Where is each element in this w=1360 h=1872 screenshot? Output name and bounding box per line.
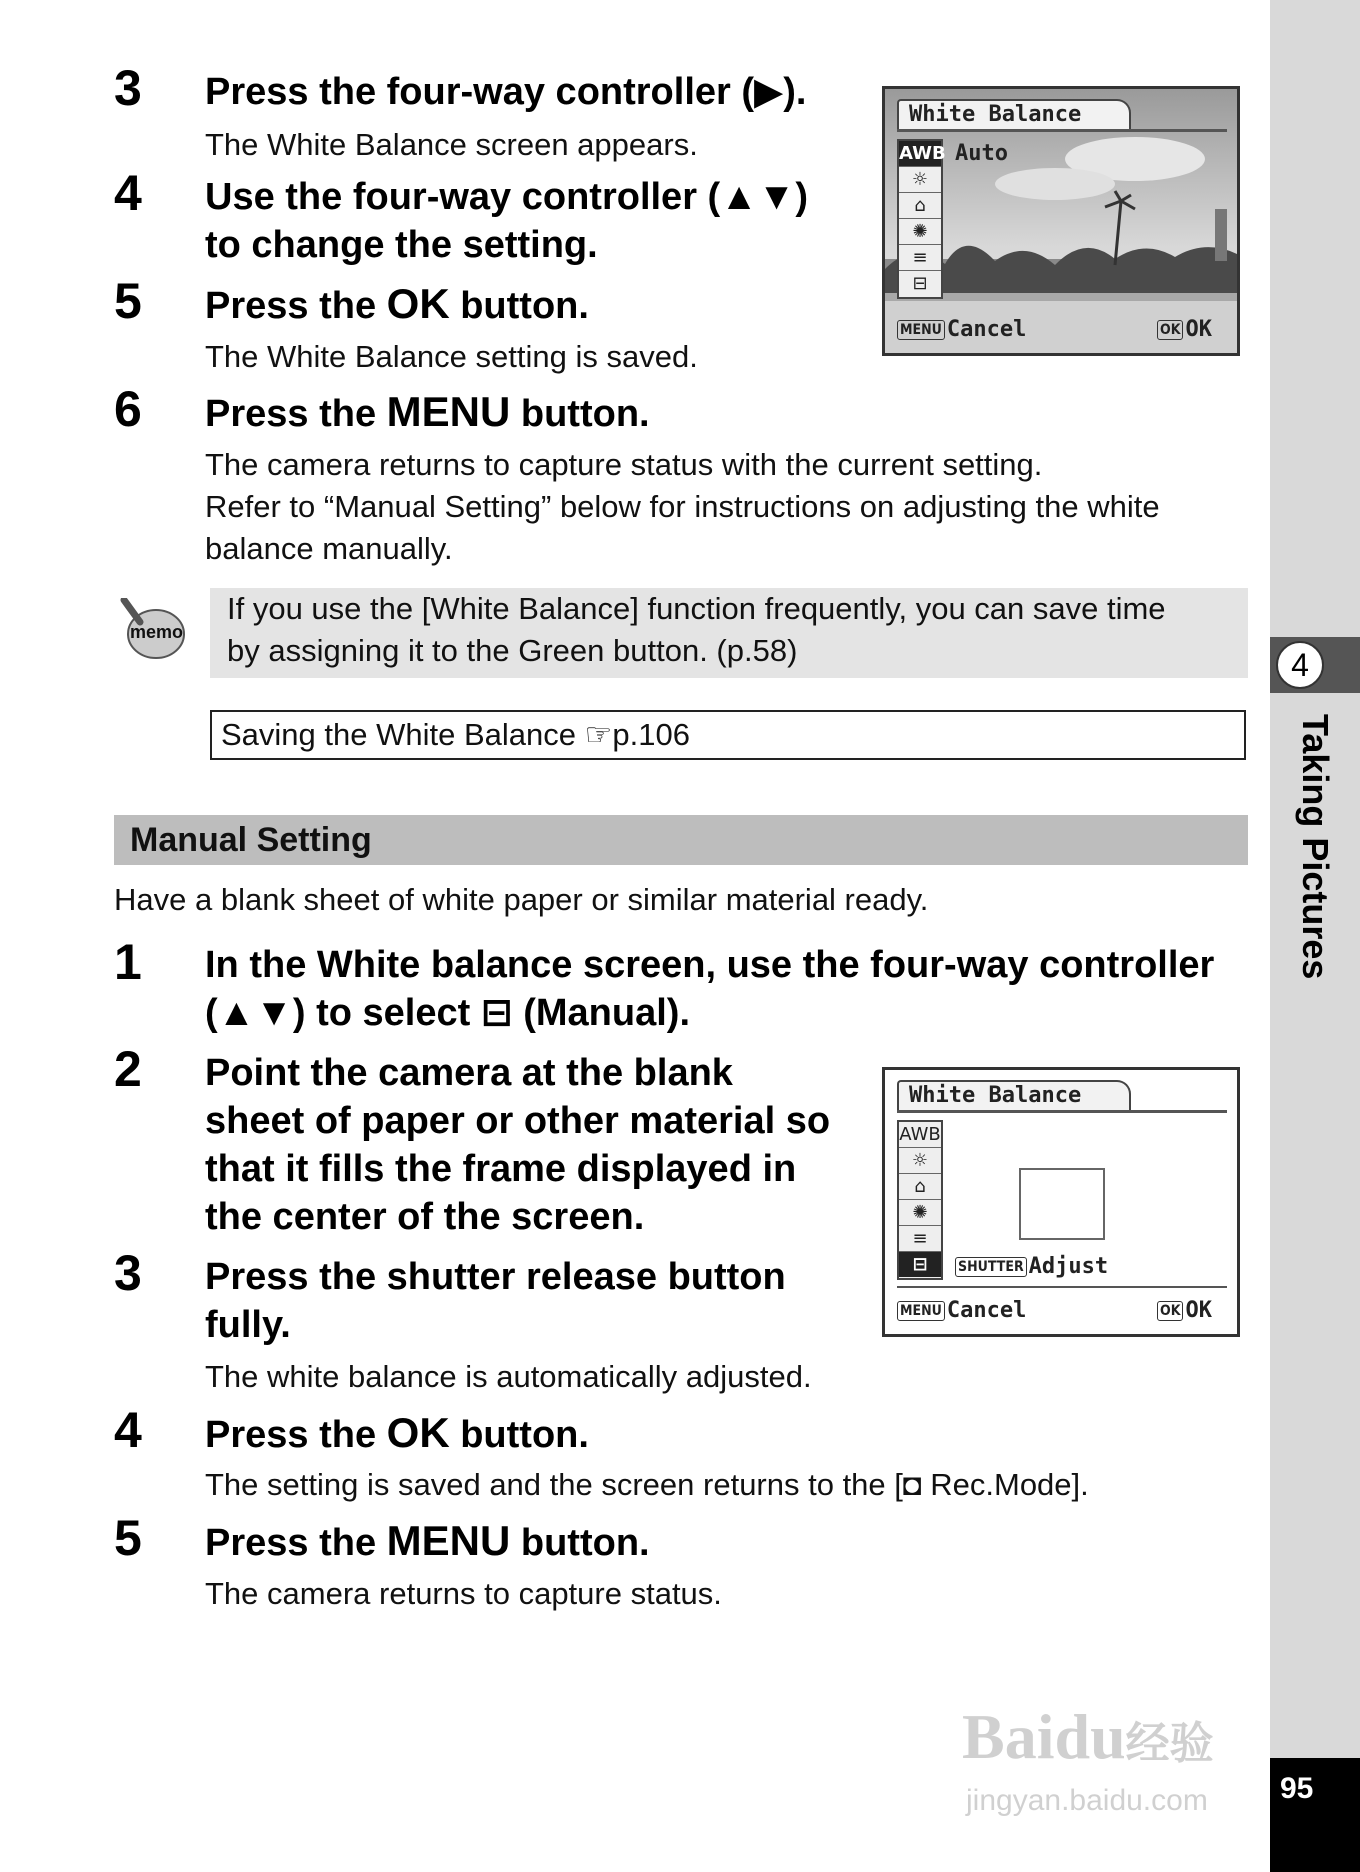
- shutter-key-icon: SHUTTER: [955, 1257, 1027, 1277]
- section-title: Manual Setting: [130, 821, 372, 859]
- step-title: Press the four-way controller (▶).: [205, 71, 807, 113]
- awb-icon: AWB: [899, 1122, 941, 1148]
- memo-icon: [116, 598, 186, 662]
- step-description: The camera returns to capture status.: [205, 1576, 722, 1611]
- ok-hint: OK OK: [1157, 1298, 1212, 1323]
- reference-page-link[interactable]: p.106: [612, 717, 690, 752]
- ok-key-label: OK: [386, 1409, 450, 1456]
- tungsten-icon: ✺: [899, 1200, 941, 1226]
- step-title: Press the OK button.: [205, 280, 589, 327]
- section-intro: Have a blank sheet of white paper or similar material ready.: [114, 882, 929, 917]
- daylight-icon: ☼: [899, 1148, 941, 1174]
- watermark-logo: Baidu经验: [962, 1701, 1214, 1772]
- memo-text: If you use the [White Balance] function frequently, you can save time: [227, 591, 1166, 626]
- step-number: 3: [114, 1245, 142, 1301]
- fluorescent-icon: ≡: [899, 1226, 941, 1252]
- shade-icon: ⌂: [899, 1174, 941, 1200]
- step-title-cont: (▲▼) to select ⊟ (Manual).: [205, 992, 690, 1034]
- memo-label: memo: [130, 622, 184, 642]
- step-description: The camera returns to capture status with the current setting.: [205, 447, 1043, 482]
- selected-mode-label: Auto: [955, 141, 1008, 166]
- wb-icon-column: [897, 1120, 943, 1280]
- step-description: The white balance is automatically adjusted.: [205, 1359, 812, 1394]
- step-title: Press the OK button.: [205, 1409, 589, 1456]
- step-number: 2: [114, 1041, 142, 1097]
- footer-divider: [897, 1286, 1227, 1288]
- fluorescent-icon: ≡: [899, 245, 941, 271]
- chapter-number: 4: [1276, 641, 1324, 689]
- step-title: Press the MENU button.: [205, 1517, 650, 1564]
- camera-screen-auto: [882, 86, 1240, 356]
- reference-text: Saving the White Balance ☞p.106: [221, 717, 690, 752]
- step-number: 5: [114, 1510, 142, 1566]
- awb-icon: AWB: [899, 141, 941, 167]
- step-number: 3: [114, 60, 142, 116]
- white-balance-tab: White Balance: [897, 1080, 1131, 1110]
- step-title: Point the camera at the blank: [205, 1052, 733, 1094]
- step-title: Press the MENU button.: [205, 388, 650, 435]
- white-balance-tab: White Balance: [897, 99, 1131, 129]
- camera-icon: ◘: [902, 1467, 922, 1502]
- step-title-cont: to change the setting.: [205, 224, 598, 266]
- step-description: The White Balance screen appears.: [205, 127, 698, 162]
- manual-wb-icon: ⊟: [480, 992, 513, 1034]
- step-title-cont: sheet of paper or other material so: [205, 1100, 831, 1142]
- step-title: Press the shutter release button: [205, 1256, 786, 1298]
- tungsten-icon: ✺: [899, 219, 941, 245]
- cancel-hint: MENU Cancel: [897, 1298, 1026, 1323]
- adjust-hint: SHUTTER Adjust: [955, 1254, 1108, 1279]
- step-description: The setting is saved and the screen returns to the [◘ Rec.Mode].: [205, 1467, 1089, 1502]
- menu-key-label: MENU: [386, 388, 511, 435]
- page-number: 95: [1280, 1772, 1314, 1805]
- metering-frame: [1019, 1168, 1105, 1240]
- wb-icon-column: [897, 139, 946, 299]
- camera-screen-manual: [882, 1067, 1240, 1337]
- tab-underline: [897, 129, 1227, 132]
- ok-hint: OK OK: [1157, 317, 1212, 342]
- menu-key-icon: MENU: [897, 320, 945, 340]
- step-number: 6: [114, 381, 142, 437]
- step-description: Refer to “Manual Setting” below for instructions on adjusting the white: [205, 489, 1160, 524]
- step-number: 1: [114, 934, 142, 990]
- ok-key-icon: OK: [1157, 1301, 1183, 1321]
- menu-key-label: MENU: [386, 1517, 511, 1564]
- step-title: In the White balance screen, use the four-way controller: [205, 944, 1215, 986]
- menu-key-icon: MENU: [897, 1301, 945, 1321]
- watermark-url: jingyan.baidu.com: [966, 1784, 1208, 1817]
- cancel-hint: MENU Cancel: [897, 317, 1026, 342]
- step-number: 4: [114, 1402, 142, 1458]
- reference-pointer-icon: ☞: [584, 717, 613, 752]
- step-title: Use the four-way controller (▲▼): [205, 176, 809, 218]
- step-description: The White Balance setting is saved.: [205, 339, 698, 374]
- memo-text: by assigning it to the Green button. (p.58): [227, 633, 798, 668]
- manual-icon: ⊟: [899, 1252, 941, 1277]
- chapter-title: Taking Pictures: [1295, 714, 1336, 980]
- step-title-cont: fully.: [205, 1304, 291, 1346]
- manual-icon: ⊟: [912, 273, 928, 294]
- step-description: balance manually.: [205, 531, 453, 566]
- ok-key-icon: OK: [1157, 320, 1183, 340]
- tab-underline: [897, 1110, 1227, 1113]
- step-number: 5: [114, 273, 142, 329]
- ok-key-label: OK: [386, 280, 450, 327]
- shade-icon: ⌂: [899, 193, 941, 219]
- step-number: 4: [114, 165, 142, 221]
- step-title-cont: the center of the screen.: [205, 1196, 645, 1238]
- daylight-icon: ☼: [899, 167, 941, 193]
- step-title-cont: that it fills the frame displayed in: [205, 1148, 797, 1190]
